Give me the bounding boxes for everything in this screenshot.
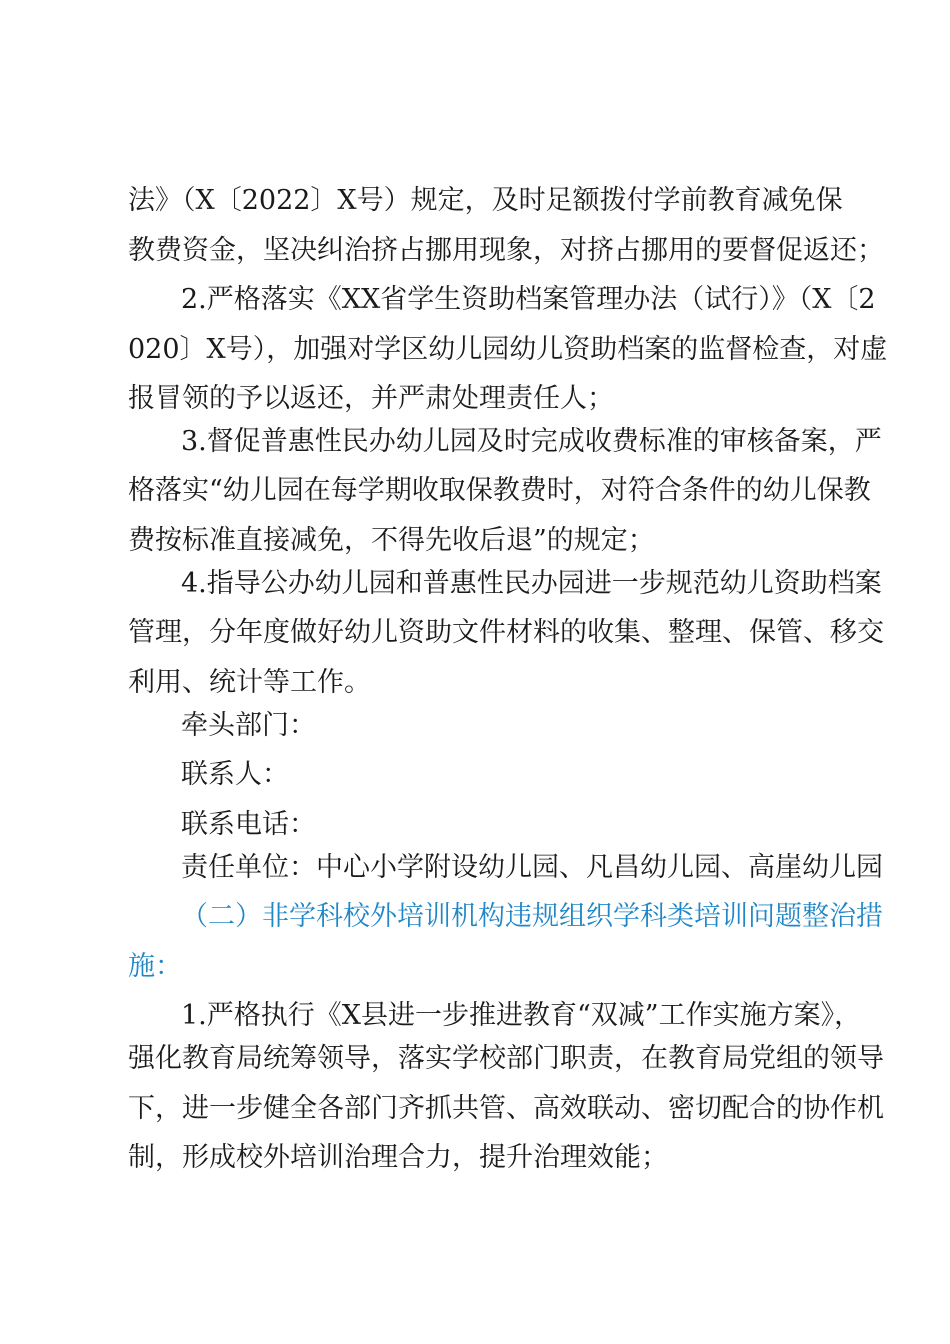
- contact-phone-label: 联系电话：: [181, 809, 316, 840]
- paragraph-text: 报冒领的予以返还，并严肃处理责任人；: [128, 383, 614, 414]
- text-line: [0, 944, 950, 990]
- contact-person-label: 联系人：: [181, 759, 289, 790]
- text-line: [0, 518, 950, 564]
- list-item-3: 3.督促普惠性民办幼儿园及时完成收费标准的审核备案，严: [181, 426, 882, 457]
- text-line: [0, 752, 950, 798]
- list-item-1: 1.严格执行《X县进一步推进教育“双减”工作实施方案》，: [181, 1000, 862, 1031]
- text-line: [0, 327, 950, 373]
- text-line: [0, 376, 950, 422]
- text-line: [0, 277, 950, 323]
- paragraph-text: 费按标准直接减免，不得先收后退”的规定；: [128, 525, 655, 556]
- paragraph-text: 教费资金，坚决纠治挤占挪用现象，对挤占挪用的要督促返还；: [128, 235, 884, 266]
- text-line: [0, 1086, 950, 1132]
- text-line: [0, 802, 950, 848]
- text-line: [0, 561, 950, 607]
- text-line: [0, 468, 950, 514]
- text-line: [0, 228, 950, 274]
- list-item-4: 4.指导公办幼儿园和普惠性民办园进一步规范幼儿资助档案: [181, 568, 882, 599]
- text-line: [0, 178, 950, 224]
- lead-department-label: 牵头部门：: [181, 710, 316, 741]
- paragraph-text: 利用、统计等工作。: [128, 667, 371, 698]
- paragraph-text: 法》（X〔2022〕X号）规定，及时足额拨付学前教育减免保: [128, 185, 843, 216]
- text-line: [0, 1036, 950, 1082]
- text-line: [0, 845, 950, 891]
- text-line: [0, 419, 950, 465]
- paragraph-text: 格落实“幼儿园在每学期收取保教费时，对符合条件的幼儿保教: [128, 475, 871, 506]
- text-line: [0, 894, 950, 940]
- responsible-units: 责任单位：中心小学附设幼儿园、凡昌幼儿园、高崖幼儿园: [181, 852, 883, 883]
- text-line: [0, 1135, 950, 1181]
- text-line: [0, 993, 950, 1039]
- list-item-2: 2.严格落实《XX省学生资助档案管理办法（试行）》（X〔2: [181, 284, 876, 315]
- text-line: [0, 660, 950, 706]
- paragraph-text: 管理，分年度做好幼儿资助文件材料的收集、整理、保管、移交: [128, 617, 884, 648]
- paragraph-text: 制，形成校外培训治理合力，提升治理效能；: [128, 1142, 668, 1173]
- text-line: [0, 703, 950, 749]
- section-heading-continued: 施：: [128, 951, 182, 982]
- paragraph-text: 强化教育局统筹领导，落实学校部门职责，在教育局党组的领导: [128, 1043, 884, 1074]
- paragraph-text: 下，进一步健全各部门齐抓共管、高效联动、密切配合的协作机: [128, 1093, 884, 1124]
- section-heading: （二）非学科校外培训机构违规组织学科类培训问题整治措: [181, 901, 883, 932]
- paragraph-text: 020〕X号），加强对学区幼儿园幼儿资助档案的监督检查，对虚: [128, 334, 888, 365]
- text-line: [0, 610, 950, 656]
